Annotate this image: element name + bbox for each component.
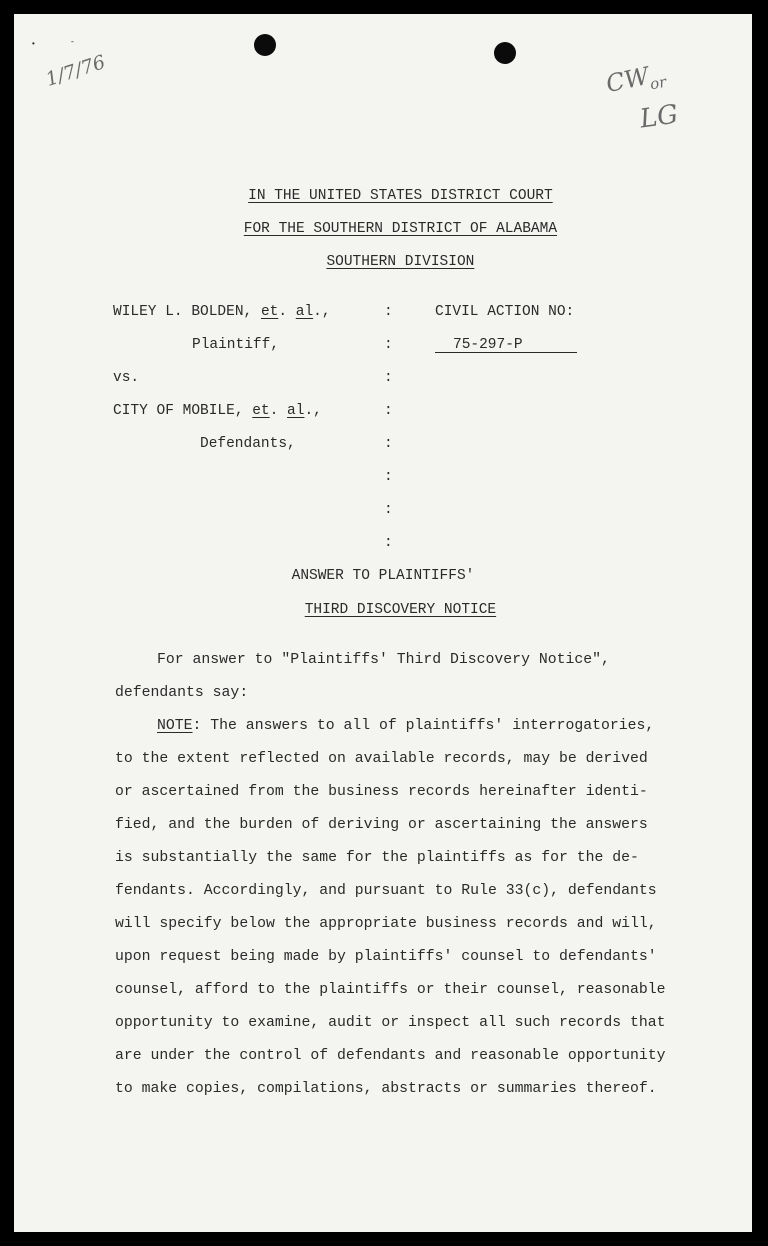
- document-title-line-2: THIRD DISCOVERY NOTICE: [304, 602, 497, 618]
- plaintiff-name-line: [113, 304, 331, 320]
- note-paragraph-line: fied, and the burden of deriving or ascertaining the answers: [115, 817, 648, 833]
- intro-line-1: For answer to "Plaintiffs' Third Discovery Notice",: [157, 652, 610, 668]
- caption-separator: :: [384, 469, 393, 485]
- handwritten-initials-mid: or: [648, 72, 668, 94]
- court-line-1: IN THE UNITED STATES DISTRICT COURT: [248, 188, 553, 204]
- plaintiff-al-end: .,: [313, 304, 331, 320]
- caption-separator: :: [384, 403, 393, 419]
- note-first-rest: : The answers to all of plaintiffs' interrogatories,: [192, 718, 655, 734]
- note-paragraph-line: opportunity to examine, audit or inspect all such records that: [115, 1015, 666, 1031]
- note-paragraph-line: counsel, afford to the plaintiffs or their counsel, reasonable: [115, 982, 666, 998]
- defendant-name: CITY OF MOBILE,: [113, 403, 244, 419]
- defendant-al-end: .,: [304, 403, 322, 419]
- document-title: [14, 586, 752, 634]
- court-line-3: SOUTHERN DIVISION: [326, 254, 475, 270]
- note-paragraph-line: is substantially the same for the plaintiffs as for the de-: [115, 850, 639, 866]
- defendant-et: et: [252, 403, 270, 419]
- document-page: [14, 14, 752, 1232]
- punch-hole-left: [254, 34, 276, 56]
- case-number-underline: [435, 352, 577, 353]
- note-paragraph-line: or ascertained from the business records hereinafter identi-: [115, 784, 648, 800]
- plaintiff-al: al: [295, 304, 314, 320]
- caption-separator: :: [384, 502, 393, 518]
- court-heading-division: [14, 238, 752, 286]
- handwritten-date: 1/7/76: [43, 51, 109, 91]
- plaintiff-name: WILEY L. BOLDEN,: [113, 304, 253, 320]
- plaintiff-et: et: [260, 304, 279, 320]
- defendant-name-line: [113, 403, 322, 419]
- caption-separator: :: [384, 535, 393, 551]
- note-first-line: [157, 718, 654, 734]
- note-paragraph-line: are under the control of defendants and reasonable opportunity: [115, 1048, 666, 1064]
- versus-text: vs.: [113, 370, 140, 386]
- civil-action-number: 75-297-P: [453, 337, 523, 353]
- caption-separator: :: [384, 304, 393, 320]
- defendant-role: Defendants,: [200, 436, 296, 452]
- note-paragraph-line: to the extent reflected on available records, may be derived: [115, 751, 648, 767]
- civil-action-label: CIVIL ACTION NO:: [435, 304, 575, 320]
- plaintiff-role: Plaintiff,: [192, 337, 280, 353]
- defendant-et-dot: .: [269, 403, 279, 419]
- caption-separator: :: [384, 436, 393, 452]
- caption-separator: :: [384, 337, 393, 353]
- stray-dot-mark: •: [31, 40, 36, 49]
- note-paragraph-line: fendants. Accordingly, and pursuant to Rule 33(c), defendants: [115, 883, 657, 899]
- caption-separator: :: [384, 370, 393, 386]
- note-label: NOTE: [157, 718, 193, 734]
- court-line-2: FOR THE SOUTHERN DISTRICT OF ALABAMA: [243, 221, 558, 237]
- handwritten-initials-top: CW: [603, 61, 652, 99]
- handwritten-initials-bottom: LG: [638, 99, 680, 135]
- stray-dash-mark: -: [70, 38, 75, 47]
- note-paragraph-line: to make copies, compilations, abstracts or summaries thereof.: [115, 1081, 657, 1097]
- document-title-line-1: ANSWER TO PLAINTIFFS': [291, 568, 475, 584]
- punch-hole-right: [494, 42, 516, 64]
- note-paragraph-line: upon request being made by plaintiffs' counsel to defendants': [115, 949, 657, 965]
- intro-line-2: defendants say:: [115, 685, 249, 701]
- plaintiff-et-dot: .: [278, 304, 288, 320]
- defendant-al: al: [287, 403, 305, 419]
- note-paragraph-line: will specify below the appropriate business records and will,: [115, 916, 657, 932]
